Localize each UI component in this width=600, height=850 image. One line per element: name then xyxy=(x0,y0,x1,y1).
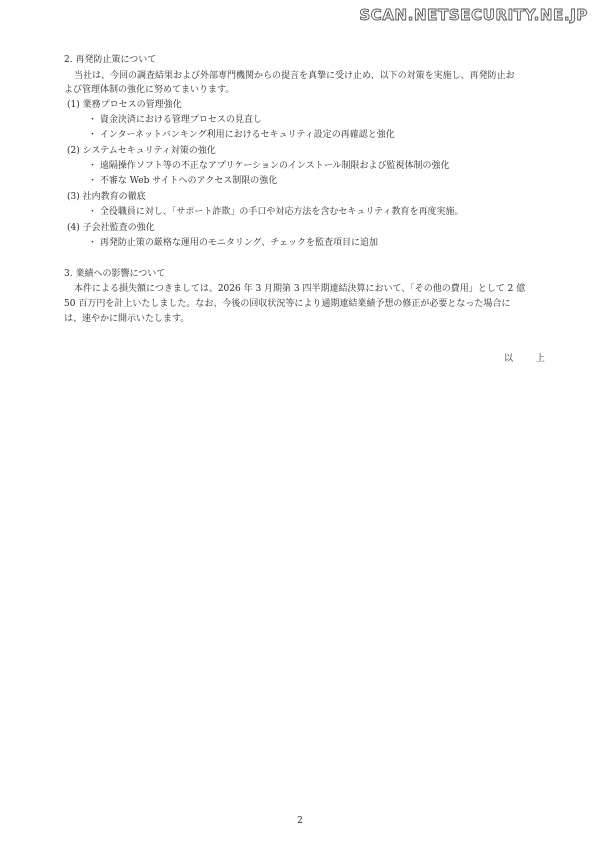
item-3-label: (3) 社内教育の徹底 xyxy=(67,192,146,202)
page-number: 2 xyxy=(297,816,303,826)
section-2-heading: 2. 再発防止策について xyxy=(64,55,157,65)
section-3-line-1: 本件による損失額につきましては、2026 年 3 月期第 3 四半期連結決算において、「その他の費用」として 2 億 xyxy=(74,284,526,294)
section-2-intro-line-2: よび管理体制の強化に努めてまいります。 xyxy=(64,85,235,95)
section-3-line-2: 50 百万円を計上いたしました。なお、今後の回収状況等により通期連結業績予想の修正が必要となった場合に xyxy=(64,299,511,309)
watermark: SCAN.NETSECURITY.NE.JP xyxy=(359,6,588,24)
item-2-label: (2) システムセキュリティ対策の強化 xyxy=(67,146,216,156)
item-2-bullet-1: ・ 遠隔操作ソフト等の不正なアプリケーションのインストール制限および監視体制の強化 xyxy=(88,161,450,171)
item-1-bullet-2: ・ インターネットバンキング利用におけるセキュリティ設定の再確認と強化 xyxy=(88,130,395,140)
item-1-bullet-1: ・ 資金決済における管理プロセスの見直し xyxy=(88,115,262,125)
item-1-label: (1) 業務プロセスの管理強化 xyxy=(67,100,182,110)
section-3-line-3: は、速やかに開示いたします。 xyxy=(64,314,190,324)
section-2-intro-line-1: 当社は、今回の調査結果および外部専門機関からの提言を真摯に受け止め、以下の対策を実施し、再発防止お xyxy=(74,71,515,81)
closing-mark: 以 上 xyxy=(504,354,555,364)
section-3-heading: 3. 業績への影響について xyxy=(64,269,166,279)
item-2-bullet-2: ・ 不審な Web サイトへのアクセス制限の強化 xyxy=(88,176,278,186)
item-4-label: (4) 子会社監査の強化 xyxy=(67,223,155,233)
item-4-bullet-1: ・ 再発防止策の厳格な運用のモニタリング、チェックを監査項目に追加 xyxy=(88,238,379,248)
item-3-bullet-1: ・ 全役職員に対し、「サポート詐欺」の手口や対応方法を含むセキュリティ教育を再度実施。 xyxy=(88,207,464,217)
